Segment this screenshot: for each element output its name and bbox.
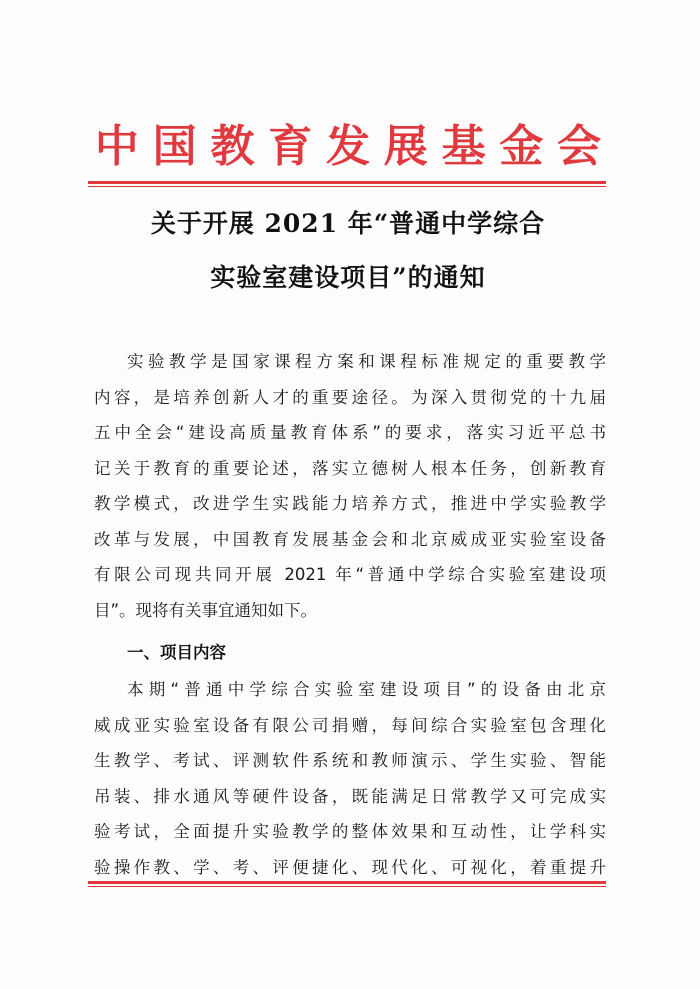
paragraph-line: 验考试，全面提升实验教学的整体效果和互动性，让学科实 — [94, 822, 606, 841]
letterhead-char: 中 — [94, 121, 139, 172]
paragraph-line: 生教学、考试、评测软件系统和教师演示、学生实验、智能 — [94, 751, 606, 770]
letterhead-char: 基 — [441, 121, 486, 172]
document-title-line-1: 关于开展 2021 年“普通中学综合 — [150, 209, 546, 238]
document-title-line-2: 实验室建设项目”的通知 — [210, 263, 486, 292]
paragraph-line: 内容，是培养创新人才的重要途径。为深入贯彻党的十九届 — [94, 387, 606, 407]
paragraph-line: 验操作教、学、考、评便捷化、现代化、可视化，着重提升 — [94, 857, 606, 877]
paragraph-line: 有限公司现共同开展 2021 年“普通中学综合实验室建设项 — [94, 565, 606, 584]
letterhead-char: 展 — [383, 121, 428, 172]
paragraph-line: 教学模式，改进学生实践能力培养方式，推进中学实验教学 — [94, 494, 606, 513]
letterhead-rule-thin — [88, 186, 606, 187]
letterhead-char: 教 — [210, 121, 255, 172]
paragraph-intro — [94, 344, 606, 628]
letterhead-rule-thick — [88, 181, 606, 184]
paragraph-line: 本期“普通中学综合实验室建设项目”的设备由北京 — [127, 680, 606, 699]
paragraph-line: 五中全会“建设高质量教育体系”的要求，落实习近平总书 — [94, 423, 606, 442]
paragraph-line: 记关于教育的重要论述，落实立德树人根本任务，创新教育 — [94, 458, 606, 478]
footer-rule-thick — [88, 881, 606, 884]
paragraph-line: 改革与发展，中国教育发展基金会和北京威成亚实验室设备 — [94, 529, 606, 549]
paragraph-line: 目”。现将有关事宜通知如下。 — [94, 600, 318, 620]
letterhead-char: 发 — [326, 121, 371, 172]
section-heading-project-content: 一、项目内容 — [127, 643, 226, 662]
paragraph-line: 实验教学是国家课程方案和课程标准规定的重要教学 — [127, 352, 606, 371]
letterhead-char: 金 — [499, 121, 544, 172]
letterhead-char: 会 — [557, 121, 602, 172]
paragraph-line: 吊装、排水通风等硬件设备，既能满足日常教学又可完成实 — [94, 786, 606, 806]
letterhead-char: 国 — [152, 121, 197, 172]
paragraph-line: 威成亚实验室设备有限公司捐赠，每间综合实验室包含理化 — [94, 715, 606, 735]
paragraph-project-content — [94, 672, 606, 885]
letterhead-title — [88, 112, 608, 172]
footer-rule-thin — [88, 886, 606, 887]
letterhead-char: 育 — [268, 121, 313, 172]
